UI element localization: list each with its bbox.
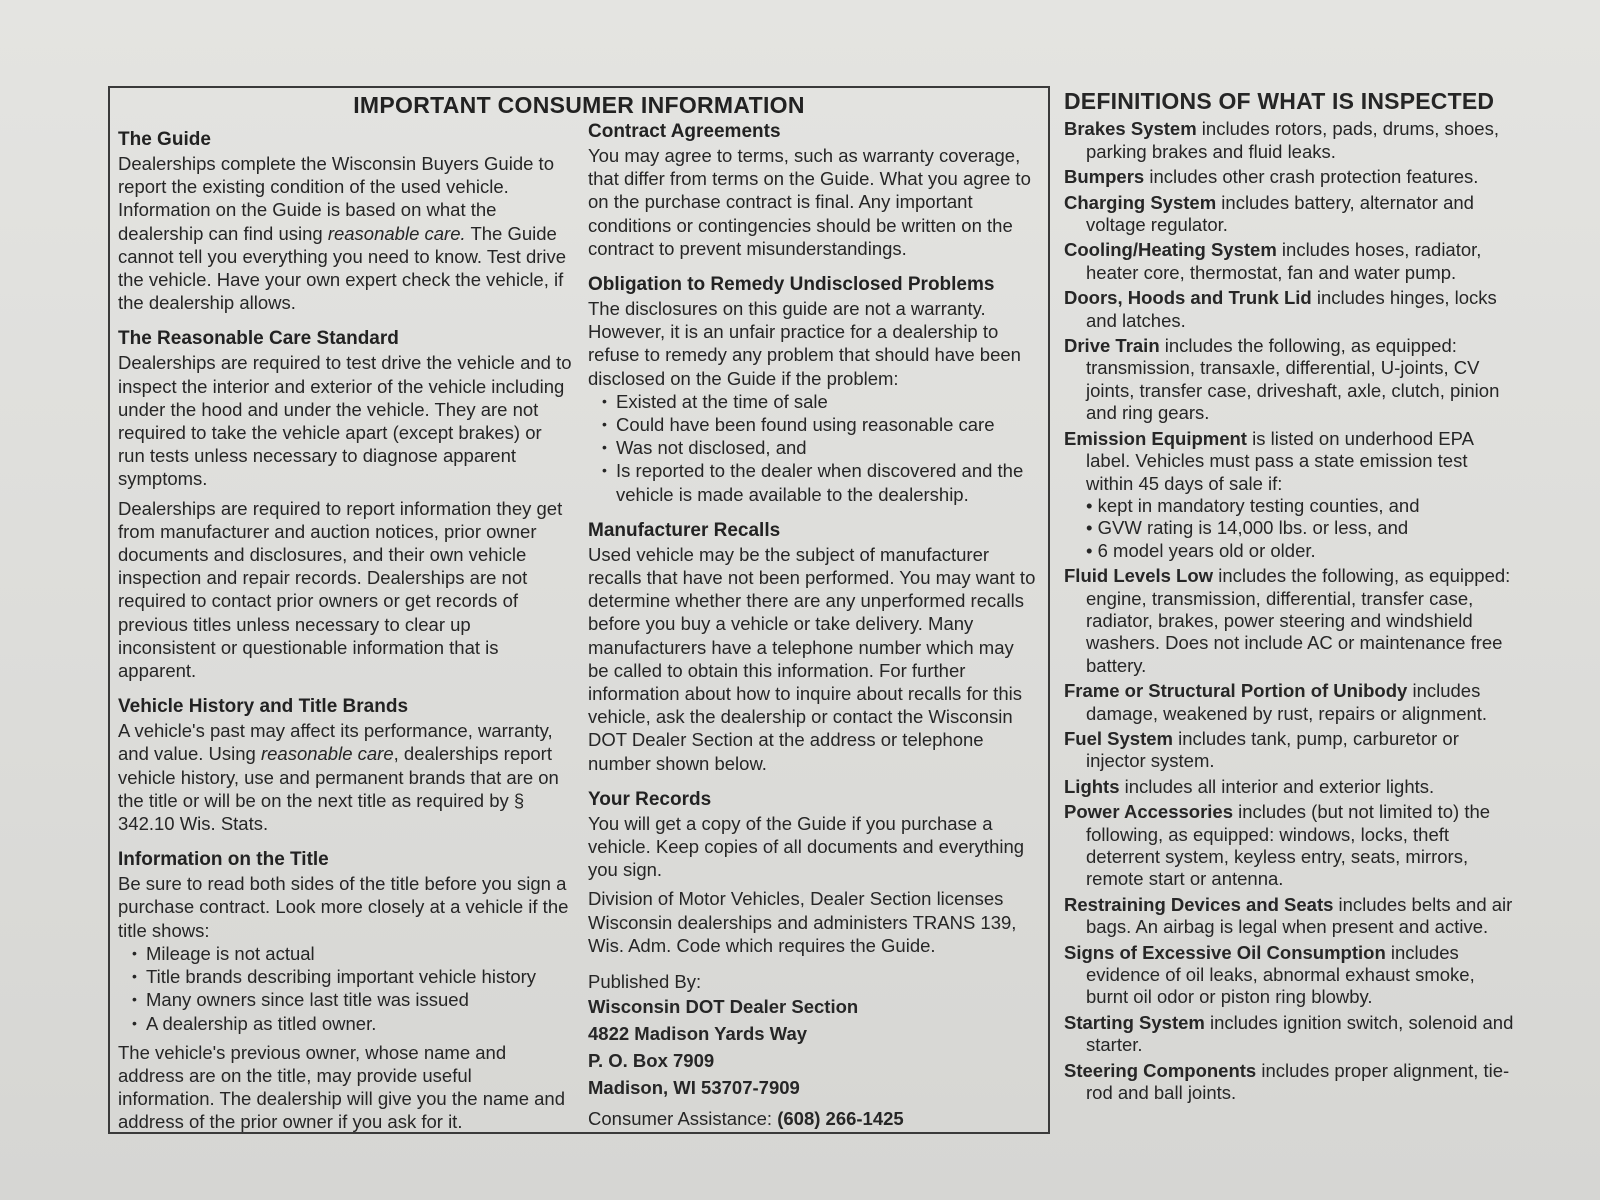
section-vehicle-history bbox=[118, 695, 573, 835]
definition-description: includes hinges, locks and latches. bbox=[1086, 287, 1497, 331]
list-item: • Many owners since last title was issued bbox=[132, 988, 573, 1011]
definition-text bbox=[1064, 428, 1514, 495]
definitions-column bbox=[1064, 90, 1514, 1107]
section-text: Used vehicle may be the subject of manufacturer recalls that have not been performed. You may want to determine whether there are any unperformed recalls before you buy a vehicle or take delivery. Many manufacturers have a telephone number which may be called to obtain this information. For further information about how to inquire about recalls for this vehicle, ask the dealership or contact the Wisconsin DOT Dealer Section at the address or telephone number shown below. bbox=[588, 543, 1036, 774]
text-run: Dealerships complete the Wisconsin Buyers Guide to report the existing condition of the used vehicle. Information on the Guide is based on what the dealership can find using bbox=[118, 153, 554, 244]
definition-item bbox=[1064, 776, 1514, 798]
definition-item bbox=[1064, 680, 1514, 725]
section-text: Dealerships are required to report information they get from manufacturer and auction notices, prior owner documents and disclosures, and their own vehicle inspection and repair records. Dealerships are not required to contact prior owners or get records of previous titles unless necessary to clear up inconsistent or questionable information that is apparent. bbox=[118, 497, 563, 682]
bullet-text: 6 model years old or older. bbox=[1097, 539, 1316, 561]
section-title-info bbox=[118, 848, 573, 1133]
definitions-title: DEFINITIONS OF WHAT IS INSPECTED bbox=[1064, 88, 1495, 114]
definition-text bbox=[1064, 118, 1514, 163]
definition-item bbox=[1064, 428, 1514, 562]
section-guide bbox=[118, 128, 573, 314]
definition-item bbox=[1064, 287, 1514, 332]
definition-term: Brakes System bbox=[1064, 118, 1197, 140]
list-item: • A dealership as titled owner. bbox=[132, 1012, 573, 1035]
section-heading: Manufacturer Recalls bbox=[588, 519, 781, 541]
middle-column bbox=[588, 120, 1038, 1144]
definition-item bbox=[1064, 192, 1514, 237]
section-contract bbox=[588, 120, 1038, 260]
definition-term: Bumpers bbox=[1064, 166, 1145, 188]
definition-text bbox=[1064, 335, 1514, 425]
consumer-information-box bbox=[108, 86, 1050, 1134]
section-reasonable-care bbox=[118, 327, 573, 682]
section-obligation bbox=[588, 273, 1038, 506]
section-heading: Contract Agreements bbox=[588, 121, 781, 142]
definition-item bbox=[1064, 166, 1514, 188]
definition-bullet bbox=[1064, 517, 1514, 539]
list-item: • Is reported to the dealer when discovered and the vehicle is made available to the dealership. bbox=[602, 459, 1038, 505]
consumer-assistance bbox=[588, 1107, 1038, 1130]
definition-term: Power Accessories bbox=[1064, 801, 1233, 823]
definition-text bbox=[1064, 166, 1514, 188]
section-text: Be sure to read both sides of the title before you sign a purchase contract. Look more closely at a vehicle if the title shows: bbox=[118, 873, 569, 941]
publisher-street: 4822 Madison Yards Way bbox=[588, 1023, 808, 1045]
text-run: A vehicle's past may affect its performance, warranty, and value. Using bbox=[118, 720, 553, 765]
definition-text bbox=[1064, 192, 1514, 237]
section-text bbox=[118, 719, 573, 835]
definition-term: Fuel System bbox=[1064, 727, 1173, 749]
definition-term: Fluid Levels Low bbox=[1064, 565, 1214, 587]
box-title: IMPORTANT CONSUMER INFORMATION bbox=[353, 92, 805, 118]
definition-bullet bbox=[1064, 495, 1514, 517]
definition-description: includes the following, as equipped: engine, transmission, differential, transfer case, radiator, brakes, power steering and windshield washers. Does not include AC or maintenance free battery. bbox=[1086, 565, 1511, 676]
definition-term: Steering Components bbox=[1064, 1059, 1257, 1081]
definition-text bbox=[1064, 776, 1514, 798]
definition-description: includes belts and air bags. An airbag is legal when present and active. bbox=[1086, 893, 1513, 938]
definition-text bbox=[1064, 894, 1514, 939]
definition-description: includes the following, as equipped: transmission, transaxle, differential, U-joints, CV joints, transfer case, driveshaft, axle, clutch, pinion and ring gears. bbox=[1086, 335, 1500, 424]
section-records bbox=[588, 788, 1038, 957]
definition-description: includes evidence of oil leaks, abnormal exhaust smoke, burnt oil odor or piston ring blowby. bbox=[1086, 941, 1475, 1008]
text-run: , dealerships report vehicle history, use and permanent brands that are on the title or will be on the next title as required by § 342.10 Wis. Stats. bbox=[118, 743, 559, 835]
section-text: The vehicle's previous owner, whose name and address are on the title, may provide useful information. The dealership will give you the name and address of the prior owner if you ask for it. bbox=[118, 1041, 565, 1133]
section-heading: Your Records bbox=[588, 788, 712, 810]
emphasis-text: reasonable care bbox=[260, 743, 394, 765]
bullet-icon: • bbox=[1086, 494, 1098, 516]
definitions-list bbox=[1064, 118, 1514, 1104]
bullet-icon: • bbox=[1086, 539, 1098, 561]
definition-item bbox=[1064, 565, 1514, 677]
definition-text bbox=[1064, 801, 1514, 891]
section-recalls bbox=[588, 519, 1038, 775]
definition-text bbox=[1064, 287, 1514, 332]
definition-text bbox=[1064, 1060, 1514, 1105]
left-column bbox=[118, 128, 573, 1147]
section-heading: Information on the Title bbox=[118, 849, 329, 871]
section-text: Dealerships are required to test drive the vehicle and to inspect the interior and exterior of the vehicle including under the hood and under the vehicle. They are not required to take the vehicle apart (except brakes) or run tests unless necessary to diagnose apparent symptoms. bbox=[118, 352, 572, 490]
definition-term: Doors, Hoods and Trunk Lid bbox=[1064, 287, 1312, 309]
published-label: Published By: bbox=[588, 971, 702, 993]
definition-item bbox=[1064, 894, 1514, 939]
definition-description: includes hoses, radiator, heater core, thermostat, fan and water pump. bbox=[1086, 239, 1482, 283]
definition-item bbox=[1064, 118, 1514, 163]
definition-description: includes all interior and exterior lights. bbox=[1119, 775, 1435, 797]
definition-text bbox=[1064, 680, 1514, 725]
definition-term: Charging System bbox=[1064, 191, 1217, 213]
bullet-text: GVW rating is 14,000 lbs. or less, and bbox=[1097, 517, 1409, 539]
definition-text bbox=[1064, 239, 1514, 284]
definition-description: is listed on underhood EPA label. Vehicles must pass a state emission test within 45 days of sale if: bbox=[1086, 427, 1473, 494]
bullet-text: kept in mandatory testing counties, and bbox=[1097, 494, 1420, 516]
list-item: • Could have been found using reasonable care bbox=[602, 413, 1038, 436]
definition-item bbox=[1064, 1060, 1514, 1105]
definition-description: includes (but not limited to) the following, as equipped: windows, locks, theft deterrent system, keyless entry, seats, mirrors, remote start or antenna. bbox=[1086, 801, 1491, 890]
definition-description: includes other crash protection features. bbox=[1144, 166, 1479, 188]
section-text: You may agree to terms, such as warranty coverage, that differ from terms on the Guide. What you agree to on the purchase contract is final. Any important conditions or contingencies should be written on the contract to prevent misunderstandings. bbox=[588, 145, 1031, 259]
section-text: The disclosures on this guide are not a warranty. However, it is an unfair practice for a dealership to refuse to remedy any problem that should have been disclosed on the Guide if the problem: bbox=[588, 298, 1021, 389]
emphasis-text: reasonable care. bbox=[327, 222, 466, 244]
list-item: • Existed at the time of sale bbox=[602, 390, 1038, 413]
definition-term: Lights bbox=[1064, 775, 1120, 797]
text-run: The Guide cannot tell you everything you need to know. Test drive the vehicle. Have your own expert check the vehicle, if the dealership allows. bbox=[118, 222, 567, 314]
list-item: • Mileage is not actual bbox=[132, 942, 573, 965]
definition-description: includes proper alignment, tie-rod and ball joints. bbox=[1086, 1059, 1510, 1104]
definition-item bbox=[1064, 335, 1514, 425]
definition-description: includes battery, alternator and voltage regulator. bbox=[1086, 191, 1474, 236]
definition-description: includes ignition switch, solenoid and starter. bbox=[1086, 1011, 1514, 1056]
publisher-name: Wisconsin DOT Dealer Section bbox=[588, 996, 859, 1018]
bullet-icon: • bbox=[1086, 517, 1098, 539]
definition-term: Restraining Devices and Seats bbox=[1064, 893, 1334, 915]
section-heading: Vehicle History and Title Brands bbox=[118, 696, 409, 718]
definition-term: Signs of Excessive Oil Consumption bbox=[1064, 941, 1386, 963]
definition-term: Drive Train bbox=[1064, 335, 1160, 357]
bullet-list bbox=[588, 390, 1038, 506]
definition-term: Emission Equipment bbox=[1064, 427, 1247, 449]
definition-description: includes tank, pump, carburetor or injector system. bbox=[1086, 727, 1459, 772]
assistance-phone: (608) 266-1425 bbox=[777, 1108, 904, 1130]
publisher-po-box: P. O. Box 7909 bbox=[588, 1050, 715, 1072]
list-item: • Title brands describing important vehicle history bbox=[132, 965, 573, 988]
definition-text bbox=[1064, 565, 1514, 677]
section-heading: The Guide bbox=[118, 129, 211, 150]
definition-description: includes rotors, pads, drums, shoes, parking brakes and fluid leaks. bbox=[1086, 118, 1499, 162]
bullet-list bbox=[118, 942, 573, 1035]
definition-bullet bbox=[1064, 540, 1514, 562]
section-heading: Obligation to Remedy Undisclosed Problems bbox=[588, 274, 995, 296]
section-heading: The Reasonable Care Standard bbox=[118, 328, 399, 350]
section-text: Division of Motor Vehicles, Dealer Section licenses Wisconsin dealerships and administers TRANS 139, Wis. Adm. Code which requires the Guide. bbox=[588, 888, 1017, 956]
definition-description: includes damage, weakened by rust, repairs or alignment. bbox=[1086, 680, 1488, 724]
definition-item bbox=[1064, 1012, 1514, 1057]
section-text bbox=[118, 152, 573, 314]
definition-term: Starting System bbox=[1064, 1011, 1205, 1033]
definition-item bbox=[1064, 728, 1514, 773]
definition-item bbox=[1064, 801, 1514, 891]
definition-text bbox=[1064, 942, 1514, 1009]
definition-term: Frame or Structural Portion of Unibody bbox=[1064, 680, 1408, 702]
publisher-city: Madison, WI 53707-7909 bbox=[588, 1077, 800, 1099]
definition-item bbox=[1064, 942, 1514, 1009]
definition-term: Cooling/Heating System bbox=[1064, 239, 1277, 261]
assistance-label: Consumer Assistance: bbox=[588, 1108, 778, 1130]
section-published-by bbox=[588, 970, 1038, 1130]
section-text: You will get a copy of the Guide if you purchase a vehicle. Keep copies of all documents and everything you sign. bbox=[588, 812, 1025, 881]
list-item: • Was not disclosed, and bbox=[602, 436, 1038, 459]
definition-item bbox=[1064, 239, 1514, 284]
definition-text bbox=[1064, 728, 1514, 773]
definition-text bbox=[1064, 1012, 1514, 1057]
